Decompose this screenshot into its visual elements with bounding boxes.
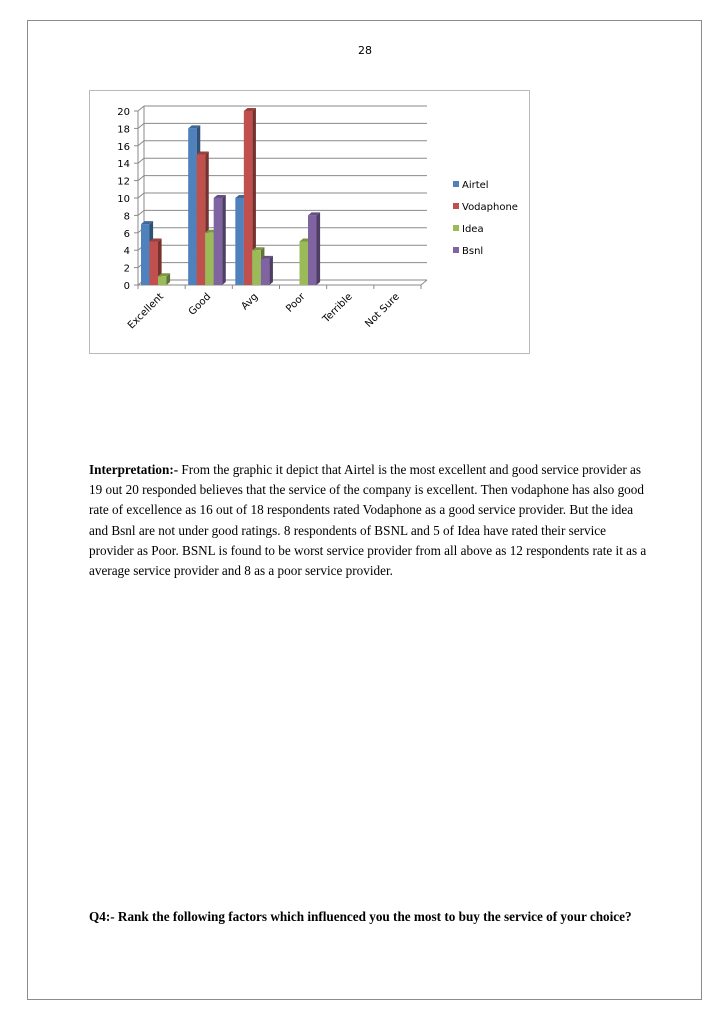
y-tick-label: 0 — [123, 281, 130, 292]
y-tick-label: 6 — [123, 228, 130, 240]
gridline-depth — [138, 123, 144, 128]
gridline-depth — [138, 176, 144, 181]
gridline-depth — [138, 141, 144, 146]
bar — [205, 233, 214, 285]
x-category-label: Terrible — [321, 291, 355, 326]
interpretation-heading: Interpretation:- — [89, 462, 179, 477]
bar — [197, 155, 206, 286]
legend-swatch — [453, 247, 459, 253]
bar-side — [317, 212, 321, 285]
legend-label: Idea — [462, 224, 484, 235]
y-tick-label: 4 — [123, 246, 130, 258]
y-tick-label: 14 — [117, 159, 130, 171]
legend-label: Vodaphone — [462, 202, 518, 213]
bar-side — [269, 256, 273, 285]
x-category-label: Not Sure — [363, 291, 402, 330]
y-tick-label: 2 — [123, 263, 130, 275]
bar — [244, 111, 253, 285]
legend-label: Airtel — [462, 180, 489, 191]
bar — [235, 198, 244, 285]
interpretation-paragraph — [89, 460, 649, 581]
y-tick-label: 20 — [117, 107, 130, 118]
y-tick-label: 18 — [117, 124, 130, 136]
bar — [150, 242, 159, 286]
y-tick-label: 12 — [117, 176, 130, 188]
bar — [158, 276, 167, 285]
gridline-depth — [138, 193, 144, 198]
page-number: 28 — [358, 44, 372, 57]
interpretation-body: From the graphic it depict that Airtel is the most excellent and good service provider as 19 out 20 responded believes that the service of the company is excellent. Then vodaphone has also good rate of excellence as 16 out of 18 respondents rated Vodaphone as a good service provider. But the idea and Bsnl are not under good ratings. 8 respondents of BSNL and 5 of Idea have rated their service provider as Poor. BSNL is found to be worst service provider from all above as 12 respondents rate it as a average service provider and 8 as a poor service provider. — [89, 462, 647, 579]
bar — [188, 128, 197, 285]
x-category-label: Poor — [284, 291, 308, 315]
gridline-depth — [138, 158, 144, 163]
legend-swatch — [453, 181, 459, 187]
x-category-label: Avg — [239, 291, 261, 313]
bar-chart — [89, 90, 530, 354]
gridline-depth — [138, 210, 144, 215]
x-category-label: Good — [186, 291, 214, 318]
y-tick-label: 16 — [117, 141, 130, 153]
question-q4: Q4:- Rank the following factors which influenced you the most to buy the service of your choice? — [89, 909, 632, 924]
gridline-depth — [138, 106, 144, 111]
y-tick-label: 10 — [117, 194, 130, 205]
bar — [308, 215, 317, 285]
x-category-label: Excellent — [125, 291, 167, 332]
legend-swatch — [453, 225, 459, 231]
legend-label: Bsnl — [462, 246, 484, 257]
bar-side — [222, 195, 226, 285]
x-axis-depth — [421, 280, 427, 285]
bar — [214, 198, 223, 285]
bar — [141, 224, 150, 285]
bar — [252, 250, 260, 285]
legend-swatch — [453, 203, 459, 209]
y-tick-label: 8 — [123, 211, 130, 223]
chart-canvas — [90, 91, 531, 355]
bar — [261, 259, 270, 285]
bar — [300, 242, 309, 286]
